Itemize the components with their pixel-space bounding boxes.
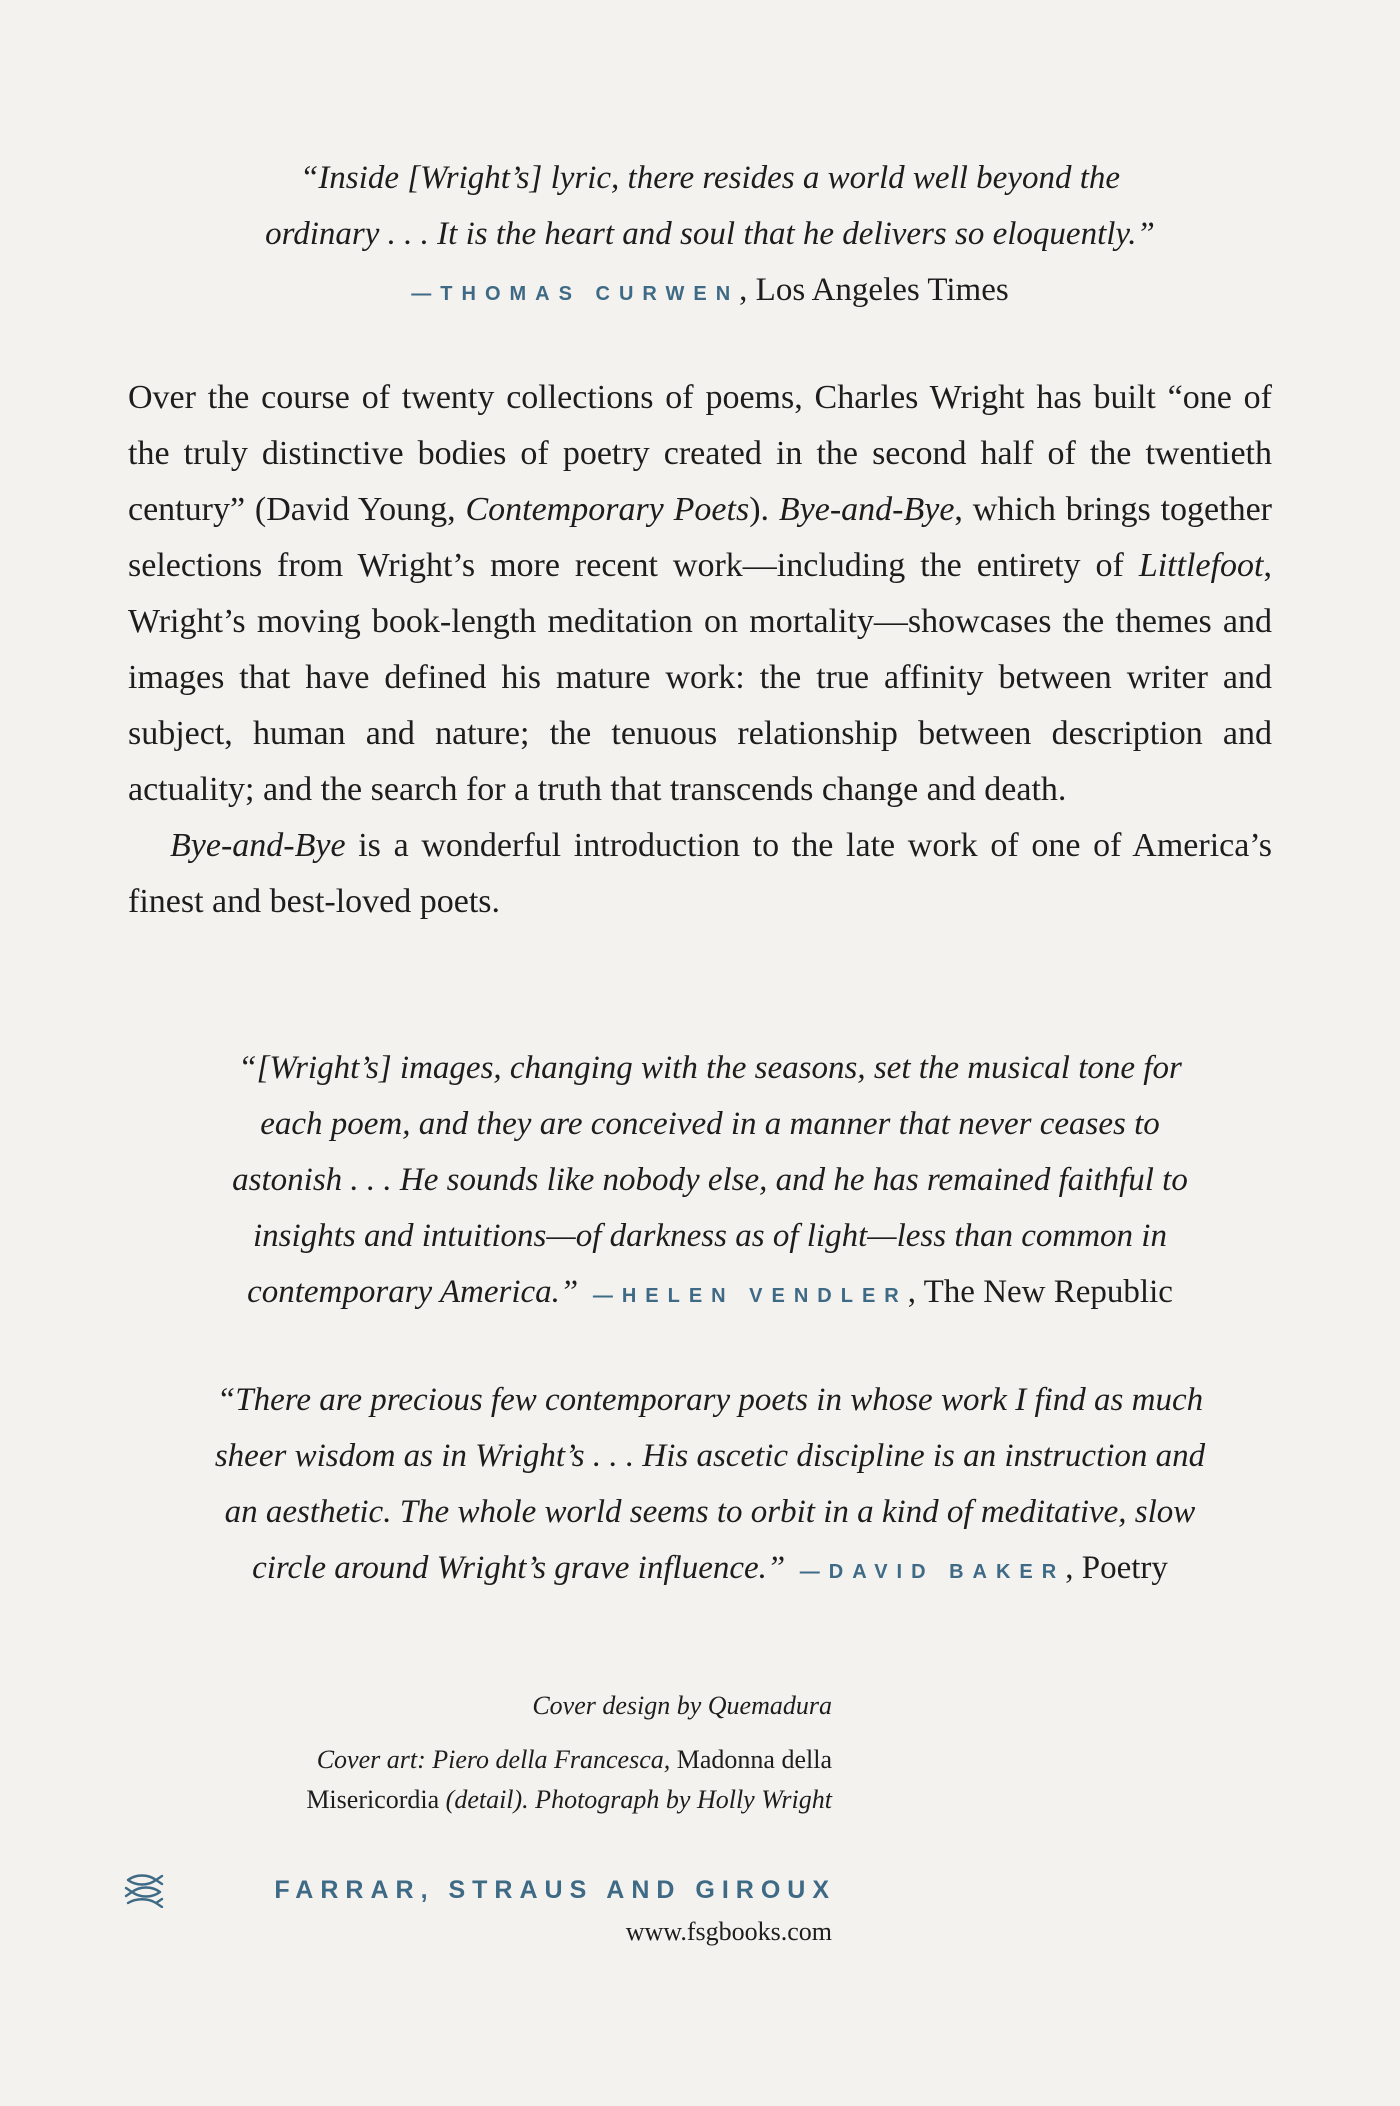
publisher-url[interactable]: www.fsgbooks.com <box>625 1917 832 1946</box>
cover-art-credit-line1 <box>160 1740 832 1780</box>
quote-line: “There are precious few contemporary poets in whose work I find as much <box>216 1382 1204 1418</box>
text-run: , which brings together selections from Wright’s more recent work—including the entirety of <box>128 491 1273 584</box>
quote-curwen <box>160 150 1260 322</box>
description-paragraph-2 <box>128 818 1272 930</box>
text-run: is a wonderful introduction to the late work of one of America’s finest and best-loved poets. <box>128 827 1272 920</box>
quote-line: insights and intuitions—of darkness as of light—less than common in <box>253 1218 1167 1254</box>
cover-art-credit-line2 <box>160 1780 832 1820</box>
quote-line: circle around Wright’s grave influence.” <box>252 1550 786 1586</box>
attribution-dash: — <box>785 1561 829 1583</box>
quote-line: contemporary America.” <box>247 1274 579 1310</box>
attribution-dash: — <box>411 283 441 305</box>
attribution-publication: , The New Republic <box>907 1274 1173 1310</box>
quote-baker <box>160 1372 1260 1600</box>
text-run-italic: Littlefoot <box>1138 547 1264 584</box>
quote-vendler <box>160 1040 1260 1324</box>
attribution-publication: , Los Angeles Times <box>739 272 1009 308</box>
quote-attribution <box>160 262 1260 322</box>
book-description <box>128 370 1272 930</box>
text-run: ). <box>749 491 779 528</box>
text-run: Over the course of twenty collections of poems, Charles Wright has built “one of the truly distinctive bodies of poetry created in the second half of the twentieth century” (David Young, <box>128 379 1272 528</box>
quote-line: an aesthetic. The whole world seems to orbit in a kind of meditative, slow <box>224 1494 1196 1530</box>
artwork-title: Misericordia <box>306 1785 440 1814</box>
description-paragraph-1 <box>128 370 1272 818</box>
text-run-italic: Contemporary Poets <box>465 491 750 528</box>
attribution-dash: — <box>578 1285 622 1307</box>
text-run-italic: Bye-and-Bye <box>170 827 346 864</box>
attribution-author: DAVID BAKER <box>828 1561 1066 1583</box>
quote-line: “[Wright’s] images, changing with the seasons, set the musical tone for <box>238 1050 1182 1086</box>
quote-line: each poem, and they are conceived in a manner that never ceases to <box>260 1106 1160 1142</box>
quote-line: astonish . . . He sounds like nobody else, and he has remained faithful to <box>232 1162 1188 1198</box>
fish-logo-icon <box>124 1872 164 1908</box>
artwork-title: Madonna della <box>676 1745 832 1774</box>
cover-art-label: Cover art: Piero della Francesca, <box>316 1745 671 1774</box>
text-run: , Wright’s moving book-length meditation on mortality—showcases the themes and images that have defined his mature work: the true affinity between writer and subject, human and nature; the tenuous relationship between description and actuality; and the search for a truth that transcends change and death. <box>128 547 1272 808</box>
quote-line: ordinary . . . It is the heart and soul that he delivers so eloquently.” <box>265 216 1155 252</box>
publisher-name: FARRAR, STRAUS AND GIROUX <box>274 1876 836 1904</box>
cover-design-credit: Cover design by Quemadura <box>532 1691 832 1720</box>
quote-line: “Inside [Wright’s] lyric, there resides a world well beyond the <box>299 160 1121 196</box>
quote-line-with-attribution <box>160 1540 1260 1600</box>
publisher-imprint <box>124 1870 836 1910</box>
quote-line: sheer wisdom as in Wright’s . . . His ascetic discipline is an instruction and <box>214 1438 1206 1474</box>
attribution-publication: , Poetry <box>1065 1550 1168 1586</box>
attribution-author: HELEN VENDLER <box>621 1285 908 1307</box>
cover-credits <box>160 1686 832 1820</box>
attribution-author: THOMAS CURWEN <box>440 283 740 305</box>
quote-line-with-attribution <box>160 1264 1260 1324</box>
text-run-italic: Bye-and-Bye <box>778 491 955 528</box>
photo-credit: (detail). Photograph by Holly Wright <box>445 1785 832 1814</box>
